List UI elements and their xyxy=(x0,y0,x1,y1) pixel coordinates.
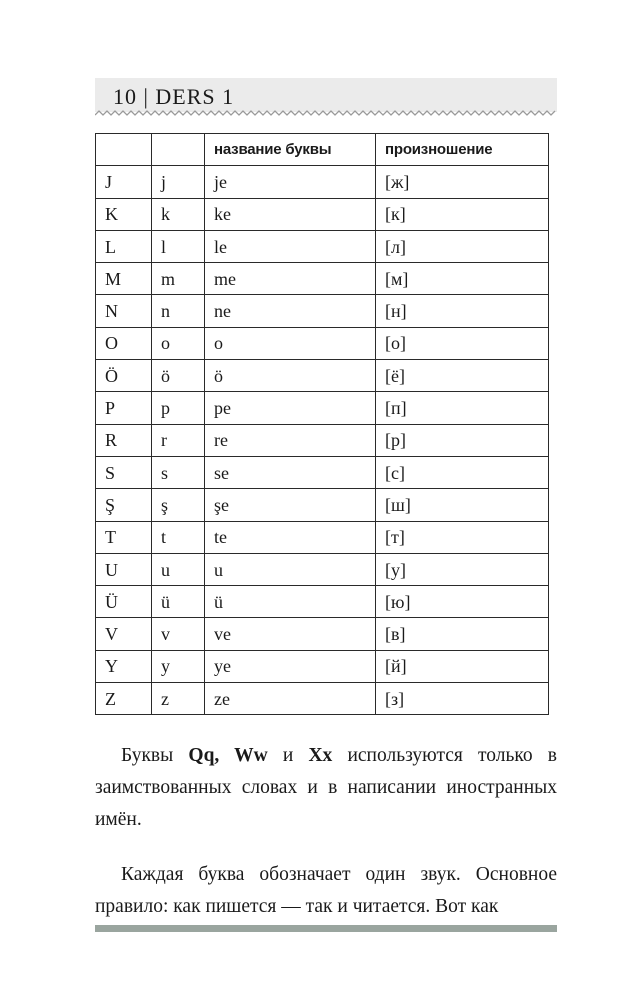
pronunciation-cell: [п] xyxy=(376,392,549,424)
bold-letters-ww: Ww xyxy=(234,745,268,766)
uppercase-cell: Ö xyxy=(96,360,152,392)
uppercase-cell: R xyxy=(96,424,152,456)
lowercase-cell: y xyxy=(152,650,205,682)
uppercase-cell: T xyxy=(96,521,152,553)
table-row xyxy=(96,263,549,295)
table-row xyxy=(96,586,549,618)
lowercase-cell: z xyxy=(152,683,205,715)
uppercase-cell: Ü xyxy=(96,586,152,618)
letter-name-cell: me xyxy=(205,263,376,295)
lowercase-cell: n xyxy=(152,295,205,327)
table-row xyxy=(96,650,549,682)
lowercase-cell: u xyxy=(152,553,205,585)
letter-name-cell: te xyxy=(205,521,376,553)
table-row xyxy=(96,230,549,262)
uppercase-cell: U xyxy=(96,553,152,585)
uppercase-cell: P xyxy=(96,392,152,424)
section-title: DERS 1 xyxy=(155,84,235,109)
lowercase-cell: j xyxy=(152,166,205,198)
header-ornament xyxy=(95,109,557,117)
uppercase-cell: Z xyxy=(96,683,152,715)
pronunciation-cell: [й] xyxy=(376,650,549,682)
letter-name-cell: ne xyxy=(205,295,376,327)
table-row xyxy=(96,360,549,392)
pronunciation-cell: [у] xyxy=(376,553,549,585)
lowercase-cell: p xyxy=(152,392,205,424)
table-row xyxy=(96,198,549,230)
running-header xyxy=(113,84,234,110)
table-row xyxy=(96,553,549,585)
pronunciation-cell: [т] xyxy=(376,521,549,553)
table-row xyxy=(96,521,549,553)
pronunciation-cell: [в] xyxy=(376,618,549,650)
letter-name-cell: ye xyxy=(205,650,376,682)
letter-name-cell: pe xyxy=(205,392,376,424)
lowercase-cell: ş xyxy=(152,489,205,521)
header-cell-pronunciation: произношение xyxy=(376,134,549,166)
lowercase-cell: ö xyxy=(152,360,205,392)
pronunciation-cell: [н] xyxy=(376,295,549,327)
letter-name-cell: ö xyxy=(205,360,376,392)
lowercase-cell: t xyxy=(152,521,205,553)
paragraph-borrowed-letters: Буквы Qq, Ww и Xx используются только в заимствованных словах и в написании иностранных имён. xyxy=(95,745,557,830)
letter-name-cell: ze xyxy=(205,683,376,715)
pronunciation-cell: [ю] xyxy=(376,586,549,618)
table-row xyxy=(96,424,549,456)
uppercase-cell: N xyxy=(96,295,152,327)
pronunciation-cell: [к] xyxy=(376,198,549,230)
page-number: 10 xyxy=(113,84,137,109)
letter-name-cell: le xyxy=(205,230,376,262)
pronunciation-cell: [ж] xyxy=(376,166,549,198)
bold-letters-xx: Xx xyxy=(308,745,333,766)
table-row xyxy=(96,327,549,359)
header-separator: | xyxy=(143,84,149,109)
table-header-row xyxy=(96,134,549,166)
pronunciation-cell: [ш] xyxy=(376,489,549,521)
letter-name-cell: şe xyxy=(205,489,376,521)
pronunciation-cell: [ё] xyxy=(376,360,549,392)
letter-name-cell: ve xyxy=(205,618,376,650)
letter-name-cell: se xyxy=(205,456,376,488)
table-row xyxy=(96,683,549,715)
table-row xyxy=(96,489,549,521)
header-cell-lowercase xyxy=(152,134,205,166)
letter-name-cell: je xyxy=(205,166,376,198)
table-row xyxy=(96,166,549,198)
pronunciation-cell: [з] xyxy=(376,683,549,715)
lowercase-cell: r xyxy=(152,424,205,456)
lowercase-cell: o xyxy=(152,327,205,359)
uppercase-cell: L xyxy=(96,230,152,262)
table-row xyxy=(96,618,549,650)
uppercase-cell: M xyxy=(96,263,152,295)
footer-bar xyxy=(95,925,557,932)
lowercase-cell: s xyxy=(152,456,205,488)
table-row xyxy=(96,456,549,488)
pronunciation-cell: [л] xyxy=(376,230,549,262)
pronunciation-cell: [с] xyxy=(376,456,549,488)
lowercase-cell: k xyxy=(152,198,205,230)
letter-name-cell: ü xyxy=(205,586,376,618)
uppercase-cell: S xyxy=(96,456,152,488)
pronunciation-cell: [о] xyxy=(376,327,549,359)
uppercase-cell: K xyxy=(96,198,152,230)
letter-name-cell: u xyxy=(205,553,376,585)
header-cell-letter-name: название буквы xyxy=(205,134,376,166)
uppercase-cell: V xyxy=(96,618,152,650)
bold-letters-qq: Qq xyxy=(188,745,215,766)
lowercase-cell: l xyxy=(152,230,205,262)
uppercase-cell: Ş xyxy=(96,489,152,521)
uppercase-cell: J xyxy=(96,166,152,198)
table-body xyxy=(96,166,549,715)
letter-name-cell: o xyxy=(205,327,376,359)
header-cell-uppercase xyxy=(96,134,152,166)
paragraph-reading-rule: Каждая буква обозначает один звук. Основное правило: как пишется — так и читается. Вот как xyxy=(95,864,557,917)
pronunciation-cell: [р] xyxy=(376,424,549,456)
table-row xyxy=(96,295,549,327)
table-row xyxy=(96,392,549,424)
lowercase-cell: v xyxy=(152,618,205,650)
lowercase-cell: ü xyxy=(152,586,205,618)
uppercase-cell: Y xyxy=(96,650,152,682)
uppercase-cell: O xyxy=(96,327,152,359)
alphabet-table xyxy=(95,133,549,715)
letter-name-cell: re xyxy=(205,424,376,456)
pronunciation-cell: [м] xyxy=(376,263,549,295)
letter-name-cell: ke xyxy=(205,198,376,230)
lowercase-cell: m xyxy=(152,263,205,295)
